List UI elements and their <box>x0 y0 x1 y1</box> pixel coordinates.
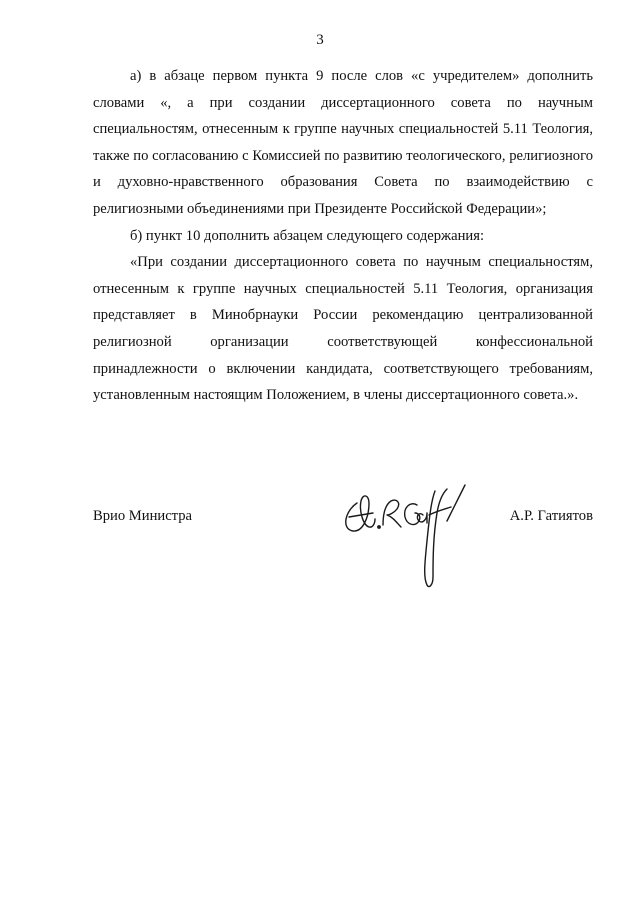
document-body <box>93 63 593 409</box>
paragraph-amendment-b: б) пункт 10 дополнить абзацем следующего содержания: <box>130 227 485 244</box>
signer-position: Врио Министра <box>93 508 192 524</box>
handwritten-signature-icon <box>339 481 479 611</box>
paragraph-amendment-a: а) в абзаце первом пункта 9 после слов «с учредителем» дополнить словами «, а при создании диссертационного совета по научным специальностям, отнесенным к группе научных специальностей 5.11 Теология, также по согласованию с Комиссией по развитию теологического, религиозного и духовно-нравственного образования Совета по взаимодействию с религиозными объединениями при Президенте Российской Федерации»; <box>93 68 593 217</box>
page-number: 3 <box>316 32 324 48</box>
paragraph-amendment-b-text: «При создании диссертационного совета по научным специальностям, отнесенным к группе научных специальностей 5.11 Теология, организация представляет в Минобрнауки России рекомендацию централизованной религиозной организации соответствующей конфессиональной принадлежности о включении кандидата, соответствующего требованиям, установленным настоящим Положением, в члены диссертационного совета.». <box>93 254 593 404</box>
signer-name: А.Р. Гатиятов <box>509 508 593 524</box>
signature-block <box>93 506 593 616</box>
